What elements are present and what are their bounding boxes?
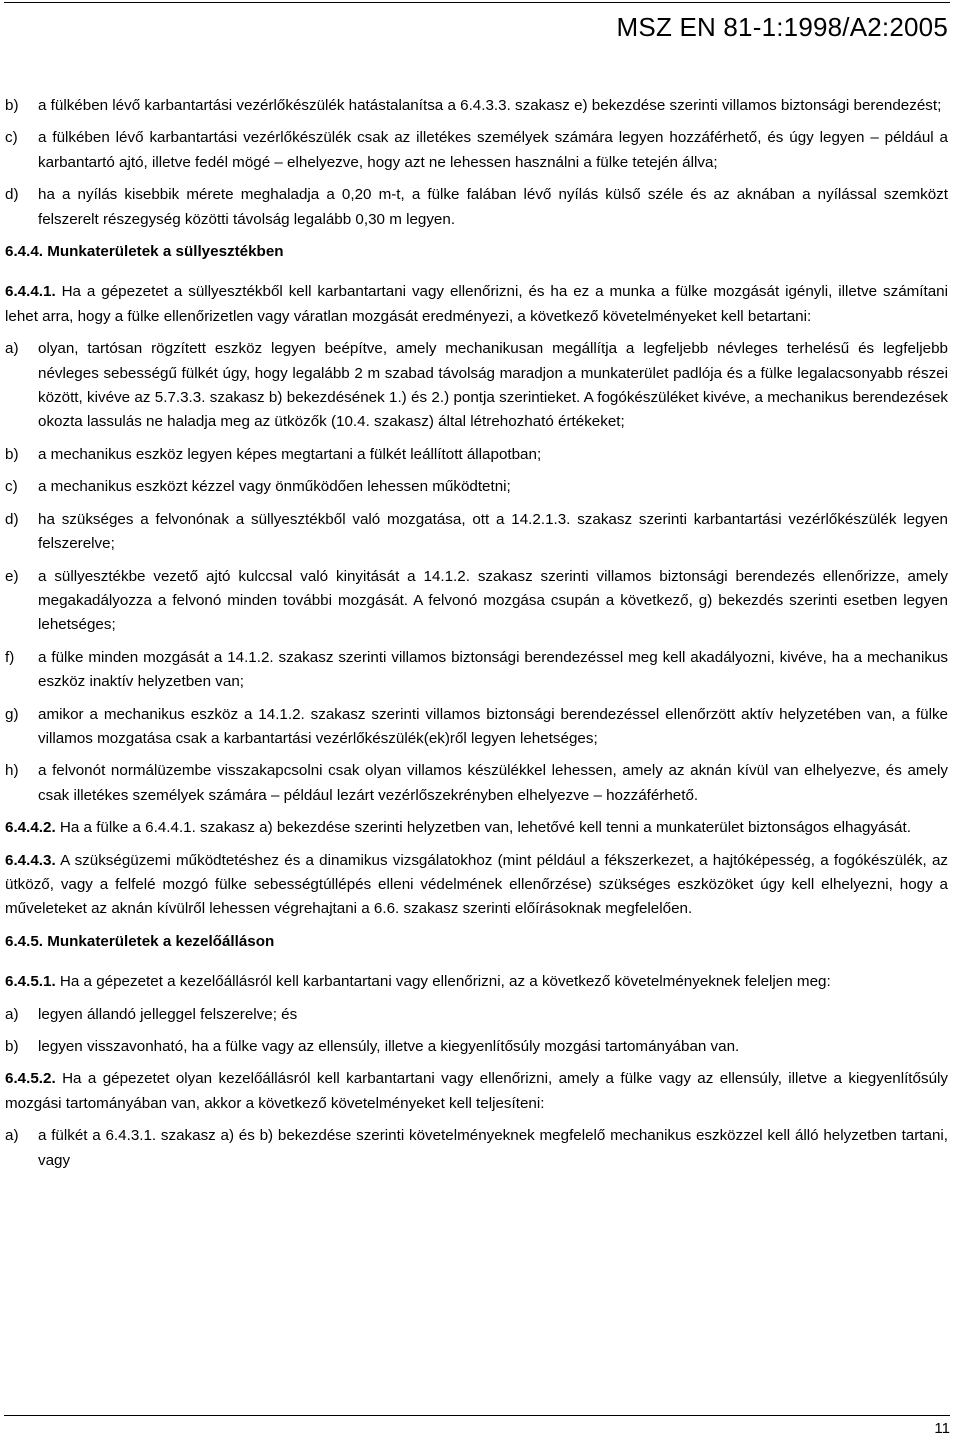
paragraph-number: 6.4.4.3.: [5, 851, 56, 869]
list-item-d: [5, 183, 948, 232]
list-label: e): [5, 567, 19, 585]
list-text: ha szükséges a felvonónak a süllyesztékből való mozgatása, ott a 14.2.1.3. szakasz szerinti karbantartási vezérlőkészülék legyen felszerelve;: [38, 510, 948, 553]
list-item-a: [5, 337, 948, 435]
paragraph-number: 6.4.5.2.: [5, 1070, 56, 1088]
paragraph-6-4-5-1: [5, 970, 948, 994]
list-label: b): [5, 97, 19, 114]
list-item-b: [5, 94, 948, 118]
list-text: amikor a mechanikus eszköz a 14.1.2. szakasz szerinti villamos biztonsági berendezéssel ellenőrzött aktív helyzetében van, a fülke villamos mozgatása csak a karbantartási vezérlőkészülék(ek)ről legyen lehetséges;: [38, 705, 948, 747]
paragraph-number: 6.4.5.1.: [5, 973, 56, 991]
list-item-b: [5, 443, 948, 467]
paragraph-number: 6.4.4.2.: [5, 819, 56, 837]
header-rule: [4, 2, 950, 3]
list-text: a mechanikus eszközt kézzel vagy önműködően lehessen működtetni;: [38, 478, 511, 496]
list-text: a fülke minden mozgását a 14.1.2. szakasz szerinti villamos biztonsági berendezéssel meg kell akadályozni, kivéve, ha a mechanikus eszköz inaktív helyzetben van;: [38, 648, 948, 691]
list-item-a: [5, 1003, 948, 1027]
list-label: d): [5, 186, 19, 204]
list-label: a): [5, 1005, 19, 1023]
footer-rule: [4, 1415, 950, 1416]
paragraph-6-4-5-2: [5, 1067, 948, 1116]
list-item-e: [5, 565, 948, 638]
list-label: f): [5, 648, 15, 666]
list-text: legyen állandó jelleggel felszerelve; és: [38, 1005, 298, 1023]
list-item-h: [5, 759, 948, 808]
list-text: a süllyesztékbe vezető ajtó kulccsal való kinyitását a 14.1.2. szakasz szerinti villamos biztonsági berendezés ellenőrizze, amely megakadályozza a felvonó minden további mozgását. A felvonó mozgása csupán a következő, g) bekezdés szerinti esetben legyen lehetséges;: [38, 567, 948, 634]
list-text: a fülkében lévő karbantartási vezérlőkészülék csak az illetékes személyek számára legyen hozzáférhető, és úgy legyen – például a karbantartó ajtó, illetve fedél mögé – elhelyezve, hogy azt ne lehessen használni a fülke tetején állva;: [38, 129, 948, 171]
document-body: [5, 94, 948, 1181]
list-label: h): [5, 762, 19, 780]
list-item-f: [5, 646, 948, 695]
list-item-c: [5, 126, 948, 175]
list-label: a): [5, 340, 19, 358]
list-label: c): [5, 129, 18, 147]
list-item-d: [5, 508, 948, 557]
paragraph-text: Ha a gépezetet olyan kezelőállásról kell karbantartani vagy ellenőrizni, amely a fülke vagy az ellensúly, illetve a kiegyenlítősúly mozgási tartományában van, akkor a következő követelményeket kell teljesíteni:: [5, 1070, 948, 1112]
list-text: a fülkében lévő karbantartási vezérlőkészülék hatástalanítsa a 6.4.3.3. szakasz e) bekezdése szerinti villamos biztonsági berendezést;: [38, 97, 942, 114]
paragraph-6-4-4-3: [5, 849, 948, 922]
list-item-b: [5, 1035, 948, 1059]
paragraph-number: 6.4.4.1.: [5, 283, 56, 301]
document-standard-title: MSZ EN 81-1:1998/A2:2005: [616, 12, 948, 42]
list-text: olyan, tartósan rögzített eszköz legyen beépítve, amely mechanikusan megállítja a legfeljebb névleges terhelésű és legfeljebb névleges sebességű fülkét úgy, hogy legalább 2 m szabad távolság maradjon a munkaterület padlója és a fülke legalacsonyabb részei között, kivéve az 5.7.3.3. szakasz b) bekezdésének 1.) és 2.) pontja szerintieket. A fogókészüléket kivéve, a mechanikus berendezések okozta lassulás ne haladja meg az ütközők (10.4. szakasz) által létrehozható értékeket;: [38, 340, 948, 431]
list-label: d): [5, 510, 19, 528]
page-number: 11: [934, 1420, 950, 1437]
list-item-g: [5, 703, 948, 752]
list-item-a: [5, 1124, 948, 1173]
paragraph-6-4-4-1: [5, 280, 948, 329]
list-text: legyen visszavonható, ha a fülke vagy az ellensúly, illetve a kiegyenlítősúly mozgási tartományában van.: [38, 1038, 740, 1055]
section-heading-6-4-5: 6.4.5. Munkaterületek a kezelőálláson: [5, 932, 275, 950]
paragraph-text: Ha a fülke a 6.4.4.1. szakasz a) bekezdése szerinti helyzetben van, lehetővé kell tenni a munkaterület biztonságos elhagyását.: [59, 819, 911, 837]
list-label: c): [5, 478, 18, 496]
list-label: g): [5, 705, 19, 723]
list-text: ha a nyílás kisebbik mérete meghaladja a 0,20 m-t, a fülke falában lévő nyílás külső széle és az aknában a nyílással szemközt felszerelt részegység közötti távolság legalább 0,30 m legyen.: [38, 186, 948, 228]
list-label: a): [5, 1127, 19, 1145]
section-heading-6-4-4: 6.4.4. Munkaterületek a süllyesztékben: [5, 243, 284, 261]
paragraph-text: A szükségüzemi működtetéshez és a dinamikus vizsgálatokhoz (mint például a fékszerkezet, a hajtóképesség, a fogókészülék, az ütköző, vagy a felfelé mozgó fülke sebességtúllépés elleni védelmének ellenőrzése) szükséges eszközöket úgy kell elhelyezni, hogy a műveleteket az aknán kívülről lehessen végrehajtani a 6.6. szakasz szerinti előírásoknak megfelelően.: [5, 851, 948, 918]
list-label: b): [5, 1038, 19, 1055]
list-text: a fülkét a 6.4.3.1. szakasz a) és b) bekezdése szerinti követelményeknek megfelelő mechanikus eszközzel kell álló helyzetben tartani, vagy: [38, 1127, 948, 1169]
list-label: b): [5, 445, 19, 463]
list-text: a felvonót normálüzembe visszakapcsolni csak olyan villamos készülékkel lehessen, amely az aknán kívül van elhelyezve, és amely csak illetékes személyek számára – például lezárt vezérlőszekrényben elhelyezve – hozzáférhető.: [38, 762, 948, 804]
paragraph-text: Ha a gépezetet a süllyesztékből kell karbantartani vagy ellenőrizni, és ha ez a munka a fülke mozgását igényli, illetve számítani lehet arra, hogy a fülke ellenőrizetlen vagy váratlan mozgását eredményezi, a következő követelményeket kell betartani:: [5, 283, 948, 325]
list-text: a mechanikus eszköz legyen képes megtartani a fülkét leállított állapotban;: [38, 445, 542, 463]
list-item-c: [5, 475, 948, 499]
paragraph-6-4-4-2: [5, 816, 948, 840]
paragraph-text: Ha a gépezetet a kezelőállásról kell karbantartani vagy ellenőrizni, az a következő követelményeknek feleljen meg:: [59, 973, 831, 991]
